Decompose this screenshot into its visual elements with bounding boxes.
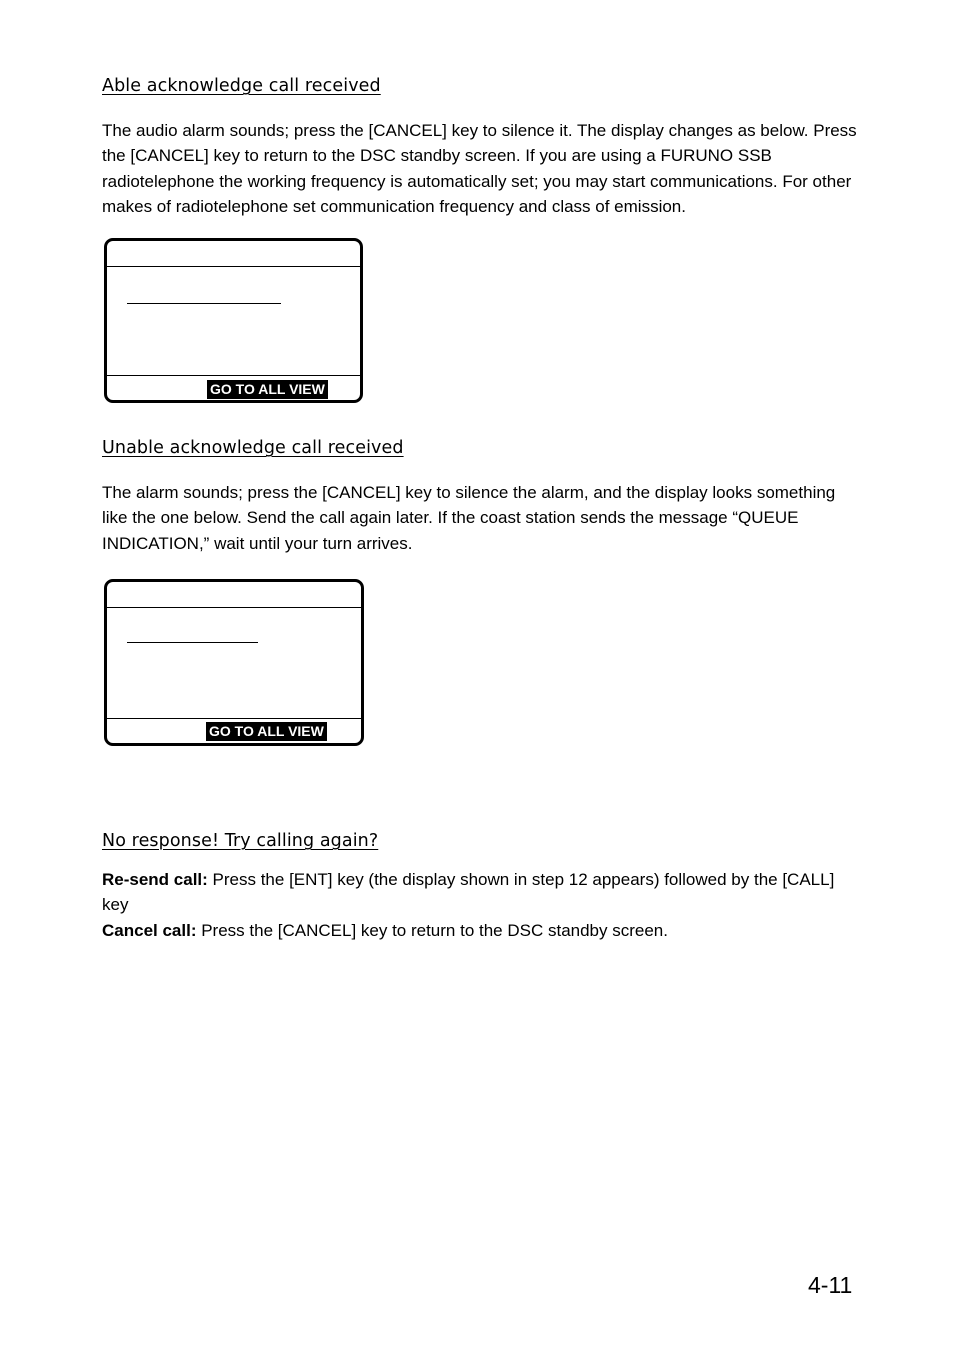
display-underline (127, 642, 258, 643)
dsc-display-unable-acknowledge (104, 579, 364, 746)
page-number: 4-11 (808, 1272, 853, 1298)
resend-call-item (102, 867, 862, 918)
cancel-call-text: Press the [CANCEL] key to return to the DSC standby screen. (196, 920, 668, 940)
section-paragraph-able-acknowledge: The audio alarm sounds; press the [CANCEL] key to silence it. The display changes as below. Press the [CANCEL] key to return to the DSC standby screen. If you are using a FURUNO SSB radiotelephone the working frequency is automatically set; you may start communications. For other makes of radiotelephone set communication frequency and class of emission. (102, 121, 857, 216)
section-heading-able-acknowledge: Able acknowledge call received (102, 76, 381, 96)
cancel-call-label: Cancel call: (102, 920, 197, 940)
dsc-display-able-acknowledge (104, 238, 363, 403)
display-underline (127, 303, 281, 304)
go-to-all-view-softkey[interactable]: GO TO ALL VIEW (206, 722, 327, 741)
display-footer-rule (107, 718, 361, 719)
resend-call-label: Re-send call: (102, 870, 208, 889)
resend-call-text: Press the [ENT] key (the display shown in step 12 appears) followed by the [CALL] key (102, 870, 835, 915)
display-header-rule (107, 266, 360, 267)
section-paragraph-unable-acknowledge: The alarm sounds; press the [CANCEL] key to silence the alarm, and the display looks something like the one below. Send the call again later. If the coast station sends the message “QUEUE INDICATION,” wait until your turn arrives. (102, 483, 836, 553)
section-heading-unable-acknowledge: Unable acknowledge call received (102, 438, 404, 458)
cancel-call-item (102, 918, 862, 943)
go-to-all-view-softkey[interactable]: GO TO ALL VIEW (207, 380, 328, 399)
display-footer-rule (107, 375, 360, 376)
section-heading-no-response: No response! Try calling again? (102, 831, 379, 851)
display-header-rule (107, 607, 361, 608)
section-paragraph-no-response (102, 867, 862, 943)
